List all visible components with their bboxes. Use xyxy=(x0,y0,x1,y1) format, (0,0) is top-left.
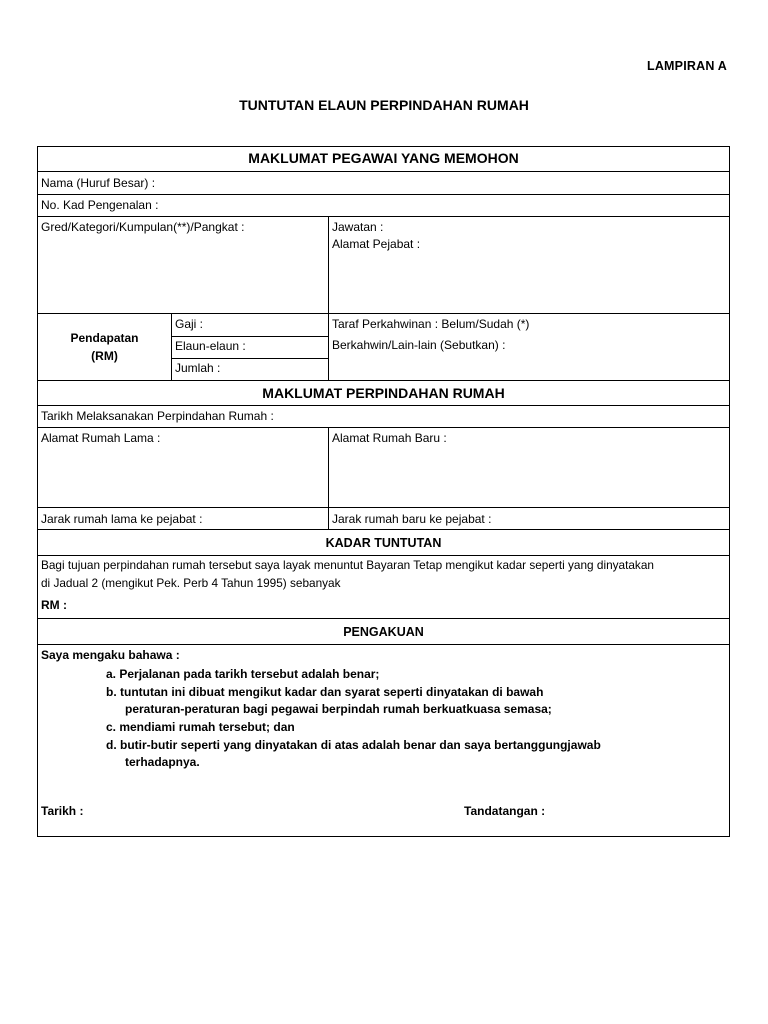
declaration-item-d-line1: d. butir-butir seperti yang dinyatakan di atas adalah benar dan saya bertanggungjawab xyxy=(106,738,601,752)
name-row xyxy=(38,172,729,195)
document-title: TUNTUTAN ELAUN PERPINDAHAN RUMAH xyxy=(239,97,529,113)
marital-other-label: Berkahwin/Lain-lain (Sebutkan) : xyxy=(332,338,506,352)
income-label-cell xyxy=(38,314,171,380)
name-label: Nama (Huruf Besar) : xyxy=(41,176,156,190)
declaration-item-b-line2: peraturan-peraturan bagi pegawai berpindah rumah berkuatkuasa semasa; xyxy=(125,702,552,716)
distance-row xyxy=(38,508,729,530)
marital-status-label: Taraf Perkahwinan : Belum/Sudah (*) xyxy=(332,317,530,331)
declaration-item-b-line1: b. tuntutan ini dibuat mengikut kadar dan syarat seperti dinyatakan di bawah xyxy=(106,685,544,699)
income-row xyxy=(38,314,729,381)
new-distance-cell xyxy=(328,508,729,529)
signature-label: Tandatangan : xyxy=(464,804,546,818)
total-label: Jumlah : xyxy=(175,361,221,375)
ic-row xyxy=(38,195,729,217)
total-subrow xyxy=(172,358,329,380)
position-cell xyxy=(328,217,729,313)
grade-label: Gred/Kategori/Kumpulan(**)/Pangkat : xyxy=(41,220,245,234)
old-address-cell xyxy=(38,428,329,507)
old-distance-label: Jarak rumah lama ke pejabat : xyxy=(41,512,203,526)
declaration-body xyxy=(38,645,729,836)
new-distance-label: Jarak rumah baru ke pejabat : xyxy=(332,512,492,526)
employee-section-heading-row xyxy=(38,147,729,172)
declaration-intro: Saya mengaku bahawa : xyxy=(41,648,180,662)
new-address-label: Alamat Rumah Baru : xyxy=(332,431,447,445)
rate-row xyxy=(38,556,729,619)
income-label: Pendapatan xyxy=(70,331,139,345)
rate-section-heading: KADAR TUNTUTAN xyxy=(325,536,442,550)
declaration-item-c: c. mendiami rumah tersebut; dan xyxy=(106,720,295,734)
address-row xyxy=(38,428,729,508)
appendix-label: LAMPIRAN A xyxy=(646,59,727,73)
declaration-section-heading-row xyxy=(38,619,729,645)
rate-section-heading-row xyxy=(38,530,729,556)
allowance-label: Elaun-elaun : xyxy=(175,339,246,353)
ic-label: No. Kad Pengenalan : xyxy=(41,198,159,212)
move-date-row xyxy=(38,406,729,428)
declaration-item-d-line2: terhadapnya. xyxy=(125,755,200,769)
move-date-label: Tarikh Melaksanakan Perpindahan Rumah : xyxy=(41,409,274,423)
old-distance-cell xyxy=(38,508,329,529)
income-currency-label: (RM) xyxy=(91,349,118,363)
rate-text-line1: Bagi tujuan perpindahan rumah tersebut saya layak menuntut Bayaran Tetap mengikut kadar seperti yang dinyatakan xyxy=(41,558,654,572)
employee-section-heading: MAKLUMAT PEGAWAI YANG MEMOHON xyxy=(248,150,519,166)
new-address-cell xyxy=(328,428,729,507)
grade-position-row xyxy=(38,217,729,314)
form-frame xyxy=(37,146,730,837)
salary-subrow xyxy=(172,314,329,337)
office-address-label: Alamat Pejabat : xyxy=(332,237,421,251)
salary-label: Gaji : xyxy=(175,317,204,331)
income-breakdown-cell xyxy=(171,314,329,380)
move-section-heading-row xyxy=(38,381,729,406)
marital-cell xyxy=(328,314,729,380)
allowance-subrow xyxy=(172,336,329,359)
declaration-date-label: Tarikh : xyxy=(41,804,84,818)
position-label: Jawatan : xyxy=(332,220,384,234)
old-address-label: Alamat Rumah Lama : xyxy=(41,431,161,445)
amount-label: RM : xyxy=(41,598,67,612)
move-section-heading: MAKLUMAT PERPINDAHAN RUMAH xyxy=(262,385,505,401)
declaration-section-heading: PENGAKUAN xyxy=(343,625,424,639)
declaration-item-a: a. Perjalanan pada tarikh tersebut adalah benar; xyxy=(106,667,380,681)
grade-cell xyxy=(38,217,329,313)
rate-text-line2: di Jadual 2 (mengikut Pek. Perb 4 Tahun 1995) sebanyak xyxy=(41,576,341,590)
